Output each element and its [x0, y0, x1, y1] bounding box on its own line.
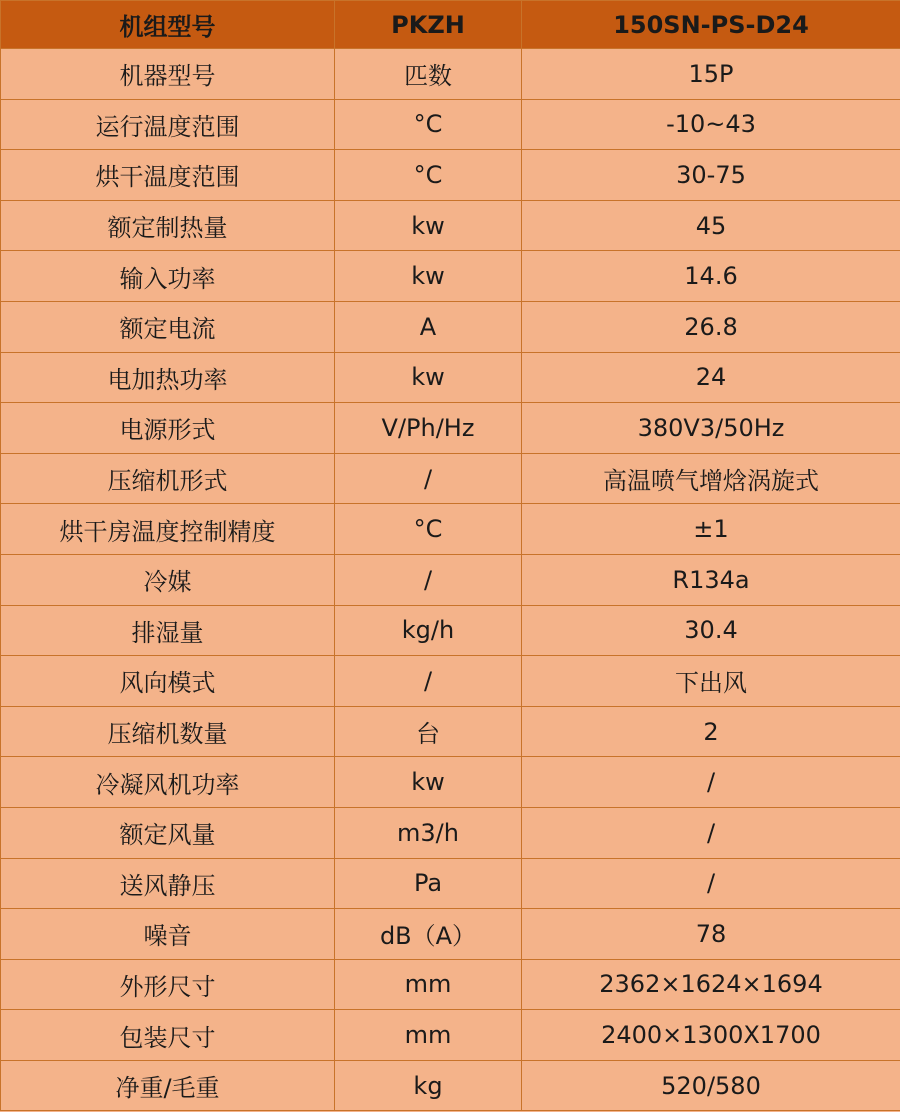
- param-value: 520/580: [522, 1060, 900, 1111]
- param-unit: kw: [335, 757, 522, 808]
- param-value: 30.4: [522, 605, 900, 656]
- table-row: [1, 706, 900, 757]
- param-unit: mm: [335, 1010, 522, 1061]
- param-value: /: [522, 858, 900, 909]
- param-value: 30-75: [522, 150, 900, 201]
- table-row: [1, 1010, 900, 1061]
- param-value: 45: [522, 200, 900, 251]
- table-row: [1, 150, 900, 201]
- header-unit: PKZH: [335, 1, 522, 49]
- param-unit: °C: [335, 504, 522, 555]
- param-name: 外形尺寸: [1, 959, 335, 1010]
- header-param: 机组型号: [1, 1, 335, 49]
- param-name: 净重/毛重: [1, 1060, 335, 1111]
- param-name: 运行温度范围: [1, 99, 335, 150]
- table-row: [1, 49, 900, 100]
- table-row: [1, 301, 900, 352]
- param-value: 24: [522, 352, 900, 403]
- table-row: [1, 909, 900, 960]
- table-row: [1, 554, 900, 605]
- param-value: /: [522, 807, 900, 858]
- param-unit: kg: [335, 1060, 522, 1111]
- param-name: 额定制热量: [1, 200, 335, 251]
- param-unit: /: [335, 656, 522, 707]
- param-value: 2400×1300X1700: [522, 1010, 900, 1061]
- param-unit: V/Ph/Hz: [335, 403, 522, 454]
- param-unit: m3/h: [335, 807, 522, 858]
- param-unit: °C: [335, 99, 522, 150]
- param-value: 78: [522, 909, 900, 960]
- table-row: [1, 504, 900, 555]
- table-row: [1, 99, 900, 150]
- param-unit: 台: [335, 706, 522, 757]
- table-row: [1, 352, 900, 403]
- param-value: 2: [522, 706, 900, 757]
- param-unit: kg/h: [335, 605, 522, 656]
- param-unit: kw: [335, 352, 522, 403]
- param-name: 噪音: [1, 909, 335, 960]
- param-name: 冷媒: [1, 554, 335, 605]
- param-unit: kw: [335, 251, 522, 302]
- table-row: [1, 656, 900, 707]
- table-row: [1, 807, 900, 858]
- param-name: 包装尺寸: [1, 1010, 335, 1061]
- param-value: 下出风: [522, 656, 900, 707]
- table-row: [1, 200, 900, 251]
- table-row: [1, 858, 900, 909]
- param-value: 14.6: [522, 251, 900, 302]
- param-unit: /: [335, 453, 522, 504]
- table-row: [1, 403, 900, 454]
- param-name: 额定风量: [1, 807, 335, 858]
- table-row: [1, 757, 900, 808]
- param-name: 排湿量: [1, 605, 335, 656]
- param-name: 送风静压: [1, 858, 335, 909]
- param-value: /: [522, 757, 900, 808]
- param-unit: 匹数: [335, 49, 522, 100]
- table-row: [1, 959, 900, 1010]
- param-value: 380V3/50Hz: [522, 403, 900, 454]
- param-value: 2362×1624×1694: [522, 959, 900, 1010]
- param-unit: Pa: [335, 858, 522, 909]
- param-unit: dB（A）: [335, 909, 522, 960]
- param-value: ±1: [522, 504, 900, 555]
- param-name: 烘干温度范围: [1, 150, 335, 201]
- param-value: 高温喷气增焓涡旋式: [522, 453, 900, 504]
- param-value: R134a: [522, 554, 900, 605]
- param-name: 电加热功率: [1, 352, 335, 403]
- param-name: 压缩机数量: [1, 706, 335, 757]
- param-unit: kw: [335, 200, 522, 251]
- param-name: 压缩机形式: [1, 453, 335, 504]
- table-row: [1, 453, 900, 504]
- table-row: [1, 1060, 900, 1111]
- table-row: [1, 251, 900, 302]
- table-row: [1, 605, 900, 656]
- param-name: 风向模式: [1, 656, 335, 707]
- param-value: 15P: [522, 49, 900, 100]
- param-value: 26.8: [522, 301, 900, 352]
- param-unit: A: [335, 301, 522, 352]
- param-name: 烘干房温度控制精度: [1, 504, 335, 555]
- param-name: 冷凝风机功率: [1, 757, 335, 808]
- param-name: 输入功率: [1, 251, 335, 302]
- param-unit: mm: [335, 959, 522, 1010]
- param-unit: °C: [335, 150, 522, 201]
- param-name: 额定电流: [1, 301, 335, 352]
- param-value: -10~43: [522, 99, 900, 150]
- param-unit: /: [335, 554, 522, 605]
- param-name: 电源形式: [1, 403, 335, 454]
- header-value: 150SN-PS-D24: [522, 1, 900, 49]
- param-name: 机器型号: [1, 49, 335, 100]
- header-row: [1, 1, 900, 49]
